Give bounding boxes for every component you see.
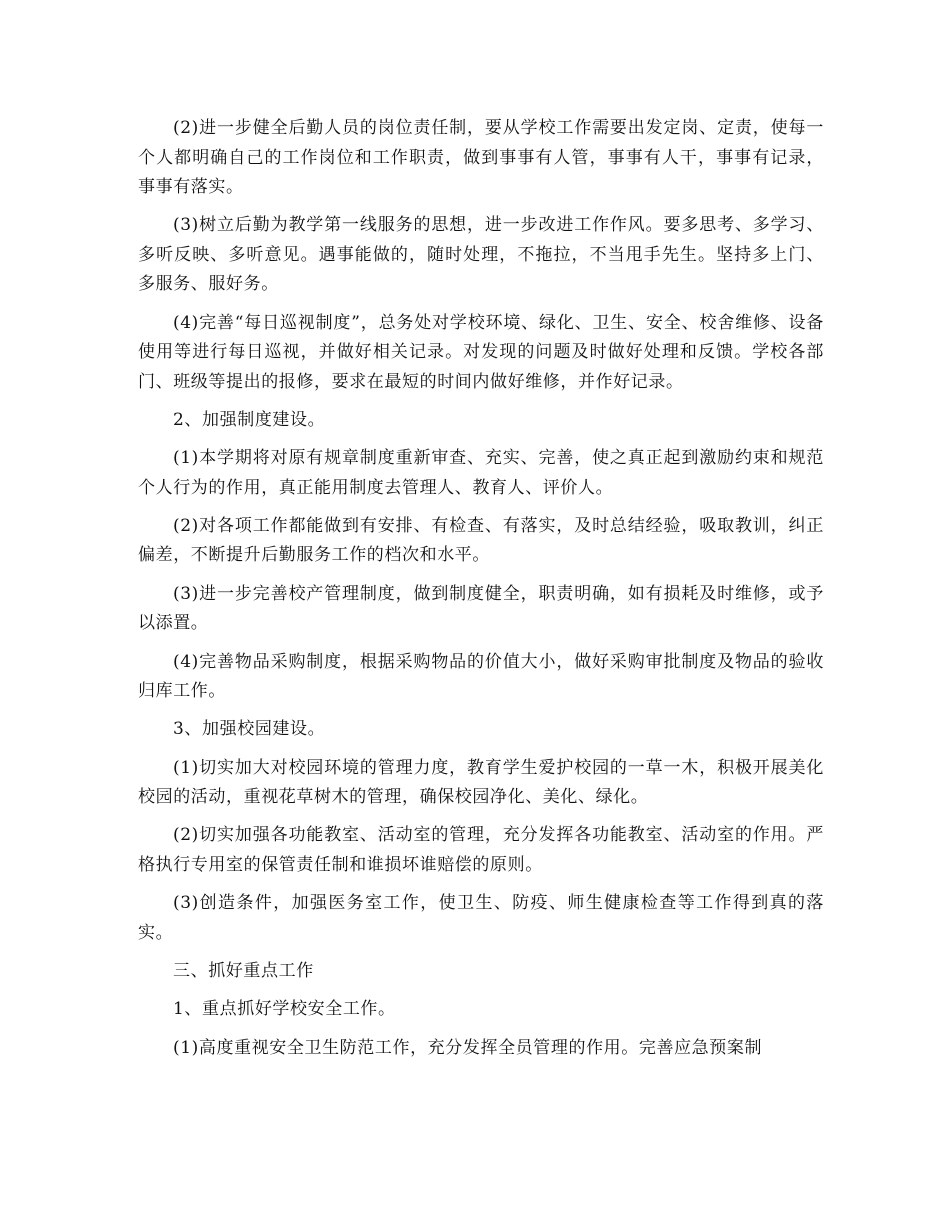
section-heading-campus-building: 3、加强校园建设。 [173, 719, 326, 740]
document-body [138, 114, 824, 1072]
paragraph-asset-management: (3)进一步完善校产管理制度，做到制度健全，职责明确，如有损耗及时维修，或予以添置。 [138, 583, 824, 634]
section-heading-key-work: 三、抓好重点工作 [173, 961, 314, 982]
paragraph-post-responsibility: (2)进一步健全后勤人员的岗位责任制，要从学校工作需要出发定岗、定责，使每一个人都明确自己的工作岗位和工作职责，做到事事有人管，事事有人干，事事有记录，事事有落实。 [138, 118, 824, 197]
paragraph-campus-environment: (1)切实加大对校园环境的管理力度，教育学生爱护校园的一草一木，积极开展美化校园的活动，重视花草树木的管理，确保校园净化、美化、绿化。 [138, 757, 824, 808]
paragraph-clinic: (3)创造条件，加强医务室工作，使卫生、防疫、师生健康检查等工作得到真的落实。 [138, 893, 824, 943]
paragraph-service-attitude: (3)树立后勤为教学第一线服务的思想，进一步改进工作作风。要多思考、多学习、多听反映、多听意见。遇事能做的，随时处理，不拖拉，不当甩手先生。坚持多上门、多服务、服好务。 [138, 215, 824, 295]
section-heading-system-building: 2、加强制度建设。 [173, 409, 326, 430]
paragraph-daily-inspection: (4)完善“每日巡视制度”，总务处对学校环境、绿化、卫生、安全、校舍维修、设备使用等进行每日巡视，并做好相关记录。对发现的问题及时做好处理和反馈。学校各部门、班级等提出的报修，要求在最短的时间内做好维修，并作好记录。 [138, 312, 824, 392]
paragraph-function-rooms: (2)切实加强各功能教室、活动室的管理，充分发挥各功能教室、活动室的作用。严格执行专用室的保管责任制和谁损坏谁赔偿的原则。 [138, 825, 824, 875]
paragraph-procurement: (4)完善物品采购制度，根据采购物品的价值大小，做好采购审批制度及物品的验收归库工作。 [138, 651, 824, 702]
subsection-heading-safety: 1、重点抓好学校安全工作。 [173, 999, 396, 1020]
paragraph-work-arrangement: (2)对各项工作都能做到有安排、有检查、有落实，及时总结经验，吸取教训，纠正偏差，不断提升后勤服务工作的档次和水平。 [138, 515, 824, 566]
paragraph-safety-prevention: (1)高度重视安全卫生防范工作，充分发挥全员管理的作用。完善应急预案制 [173, 1037, 763, 1058]
paragraph-rules-review: (1)本学期将对原有规章制度重新审查、充实、完善，使之真正起到激励约束和规范个人行为的作用，真正能用制度去管理人、教育人、评价人。 [138, 448, 824, 498]
